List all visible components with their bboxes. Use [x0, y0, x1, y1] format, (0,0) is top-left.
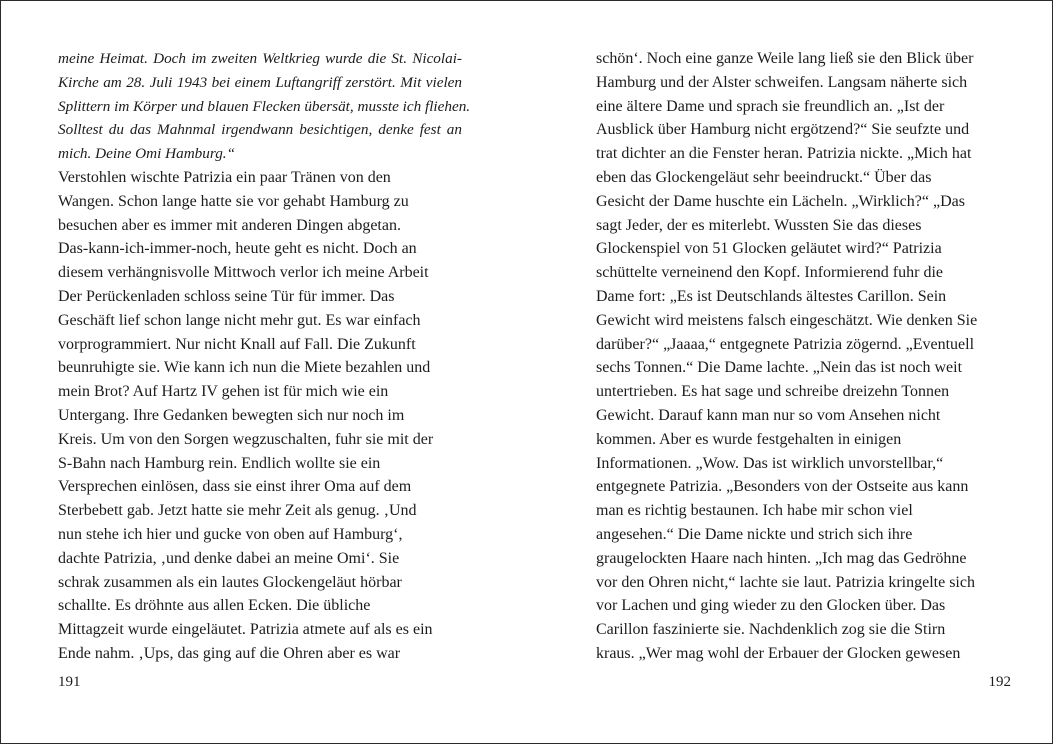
text-line: Das-kann-ich-immer-noch, heute geht es nicht. Doch an [58, 240, 417, 258]
text-line: schallte. Es dröhnte aus allen Ecken. Die übliche [58, 597, 371, 615]
text-line: eben das Glockengeläut sehr beeindruckt.“ Über das [596, 168, 932, 186]
text-line: Der Perückenladen schloss seine Tür für immer. Das [58, 287, 395, 305]
letter-line: Kirche am 28. Juli 1943 bei einem Luftangriff zerstört. Mit vielen [58, 73, 462, 91]
text-line: vorprogrammiert. Nur nicht Knall auf Fall. Die Zukunft [58, 335, 416, 353]
text-line: angesehen.“ Die Dame nickte und strich sich ihre [596, 525, 913, 543]
text-line: sechs Tonnen.“ Die Dame lachte. „Nein das ist noch weit [596, 359, 963, 377]
text-line: besuchen aber es immer mit anderen Dingen abgetan. [58, 216, 401, 234]
text-line: Dame fort: „Es ist Deutschlands ältestes Carillon. Sein [596, 287, 947, 305]
text-line: untertrieben. Es hat sage und schreibe dreizehn Tonnen [596, 383, 950, 401]
text-line: Verstohlen wischte Patrizia ein paar Tränen von den [58, 168, 391, 186]
text-line: eine ältere Dame und sprach sie freundlich an. „Ist der [596, 97, 945, 115]
text-line: Gewicht. Darauf kann man nur so vom Ansehen nicht [596, 406, 941, 424]
letter-line: meine Heimat. Doch im zweiten Weltkrieg wurde die St. Nicolai- [58, 50, 462, 67]
text-line: dachte Patrizia, ‚und denke dabei an meine Omi‘. Sie [58, 549, 400, 567]
text-line: trat dichter an die Fenster heran. Patrizia nickte. „Mich hat [596, 145, 972, 163]
text-line: graugelockten Haare nach hinten. „Ich mag das Gedröhne [596, 549, 967, 567]
text-line: beunruhigte sie. Wie kann ich nun die Miete bezahlen und [58, 359, 431, 377]
text-line: Hamburg und der Alster schweifen. Langsam näherte sich [596, 73, 968, 91]
text-line: diesem verhängnisvolle Mittwoch verlor ich meine Arbeit [58, 264, 429, 282]
left-page-number: 191 [58, 674, 81, 690]
text-line: Untergang. Ihre Gedanken bewegten sich nur noch im [58, 406, 405, 424]
letter-line: Splittern im Körper und blauen Flecken übersät, musste ich fliehen. [58, 97, 471, 115]
text-line: Geschäft lief schon lange nicht mehr gut. Es war einfach [58, 311, 421, 329]
text-line: Gewicht wird meistens falsch eingeschätzt. Wie denken Sie [596, 311, 978, 329]
right-page-text-column [596, 47, 1011, 666]
text-line: darüber?“ „Jaaaa,“ entgegnete Patrizia zögernd. „Eventuell [596, 335, 975, 353]
text-line: nun stehe ich hier und gucke von oben auf Hamburg‘, [58, 525, 403, 543]
text-line: Wangen. Schon lange hatte sie vor gehabt Hamburg zu [58, 192, 409, 210]
text-line: vor Lachen und ging wieder zu den Glocken über. Das [596, 597, 946, 615]
letter-line: Solltest du das Mahnmal irgendwann besichtigen, denke fest an [58, 121, 462, 139]
letter-line: mich. Deine Omi Hamburg.“ [58, 145, 236, 163]
text-line: Kreis. Um von den Sorgen wegzuschalten, fuhr sie mit der [58, 430, 434, 448]
text-line: Ausblick über Hamburg nicht ergötzend?“ Sie seufzte und [596, 121, 970, 139]
text-line: Versprechen einlösen, dass sie einst ihrer Oma auf dem [58, 478, 412, 496]
text-line: schön‘. Noch eine ganze Weile lang ließ sie den Blick über [596, 50, 974, 67]
text-line: schüttelte verneinend den Kopf. Informierend fuhr die [596, 264, 943, 282]
text-line: Informationen. „Wow. Das ist wirklich unvorstellbar,“ [596, 454, 944, 472]
text-line: sagt Jeder, der es miterlebt. Wussten Sie das dieses [596, 216, 922, 234]
text-line: S-Bahn nach Hamburg rein. Endlich wollte sie ein [58, 454, 381, 472]
text-line: kraus. „Wer mag wohl der Erbauer der Glocken gewesen [596, 644, 961, 662]
text-line: Gesicht der Dame huschte ein Lächeln. „Wirklich?“ „Das [596, 192, 965, 210]
text-line: man es richtig bestaunen. Ich habe mir schon viel [596, 502, 913, 520]
text-line: Ende nahm. ‚Ups, das ging auf die Ohren aber es war [58, 644, 401, 662]
left-page-text-column [58, 47, 471, 666]
text-line: kommen. Aber es wurde festgehalten in einigen [596, 430, 902, 448]
text-line: Carillon faszinierte sie. Nachdenklich zog sie die Stirn [596, 621, 946, 639]
text-line: schrak zusammen als ein lautes Glockengeläut hörbar [58, 573, 402, 591]
right-page-number: 192 [988, 674, 1011, 690]
text-line: entgegnete Patrizia. „Besonders von der Ostseite aus kann [596, 478, 969, 496]
text-line: Mittagzeit wurde eingeläutet. Patrizia atmete auf als es ein [58, 621, 433, 639]
text-line: Glockenspiel von 51 Glocken geläutet wird?“ Patrizia [596, 240, 942, 258]
text-line: mein Brot? Auf Hartz IV gehen ist für mich wie ein [58, 383, 389, 401]
text-line: Sterbebett gab. Jetzt hatte sie mehr Zeit als genug. ‚Und [58, 502, 417, 520]
text-line: vor den Ohren nicht,“ lachte sie laut. Patrizia kringelte sich [596, 573, 975, 591]
